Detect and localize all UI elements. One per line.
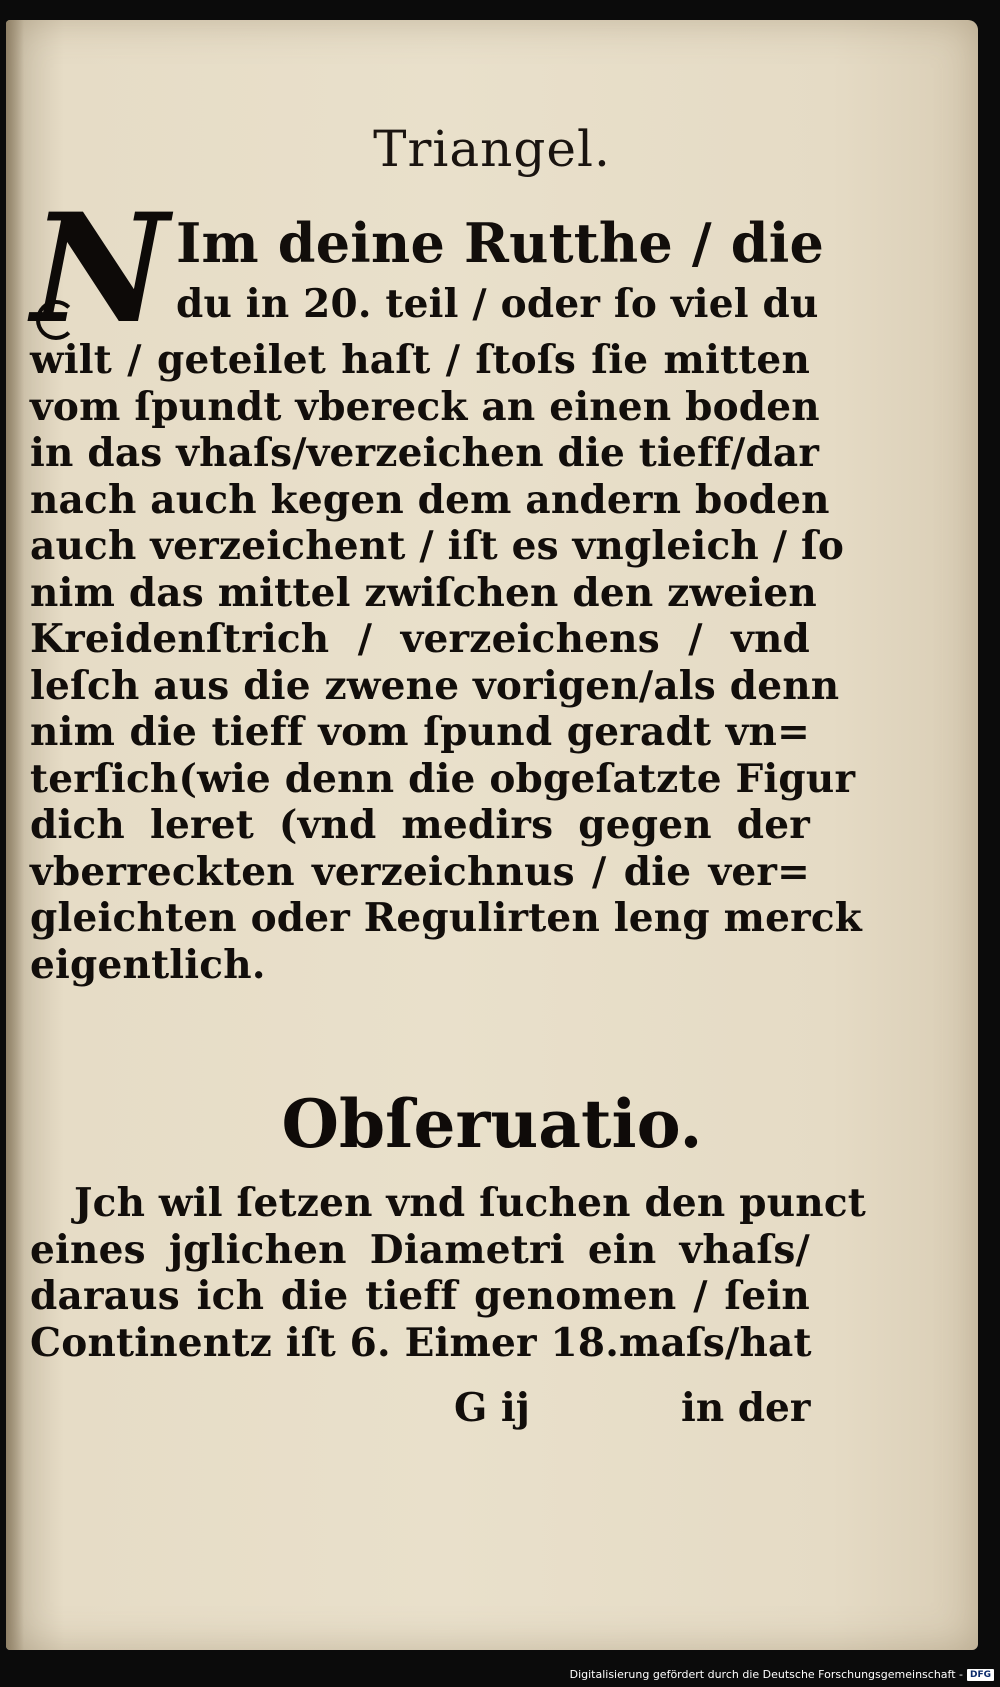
section-heading: Obſeruatio. (281, 1085, 703, 1163)
running-head: Triangel. (373, 120, 611, 178)
text-line: Kreidenſtrich / verzeichens / vnd (30, 616, 810, 662)
text-line: terſich(wie denn die obgeſatzte Figur (30, 755, 856, 802)
catchword: in der (681, 1385, 811, 1431)
paragraph-1 (30, 181, 863, 988)
digitization-credit (570, 1668, 994, 1681)
text-line: eigentlich. (30, 941, 266, 988)
text-line: dich leret (vnd medirs gegen der (30, 802, 810, 848)
text-line: Continentz iſt 6. Eimer 18.maſs/hat (30, 1319, 812, 1366)
signature-mark: G ij (454, 1385, 530, 1431)
text-line: du in 20. teil / oder ſo viel du (176, 281, 819, 327)
text-line: eines jglichen Diametri ein vhaſs/ (30, 1226, 810, 1273)
first-line: Im deine Rutthe / die (176, 211, 825, 275)
text-line: in das vhaſs/verzeichen die tieff/dar (30, 430, 820, 476)
decorated-initial (30, 181, 170, 357)
text-line: Jch wil ſetzen vnd ſuchen den punct (74, 1180, 867, 1226)
text-line: leſch aus die zwene vorigen/als denn (30, 662, 840, 709)
paragraph-2 (30, 1180, 867, 1366)
text-line: nim die tieff vom ſpund geradt vn= (30, 709, 810, 755)
text-line: wilt / geteilet haſt / ſtoſs ſie mitten (30, 337, 810, 383)
initial-flourish-icon (36, 300, 76, 340)
credit-text: Digitalisierung gefördert durch die Deutsche Forschungsgemeinschaft - (569, 1668, 963, 1681)
initial-letter: N (31, 181, 169, 357)
text-line: vberreckten verzeichnus / die ver= (30, 848, 810, 895)
book-page (6, 20, 978, 1650)
text-line: nach auch kegen dem andern boden (30, 476, 830, 523)
text-line: daraus ich die tieff genomen / ſein (30, 1273, 810, 1319)
text-line: vom ſpundt vbereck an einen boden (30, 383, 820, 430)
text-line: gleichten oder Regulirten leng merck (30, 895, 863, 941)
text-line: auch verzeichent / iſt es vngleich / ſo (30, 523, 845, 569)
dfg-logo-icon: DFG (967, 1669, 994, 1681)
text-line: nim das mittel zwiſchen den zweien (30, 569, 817, 616)
